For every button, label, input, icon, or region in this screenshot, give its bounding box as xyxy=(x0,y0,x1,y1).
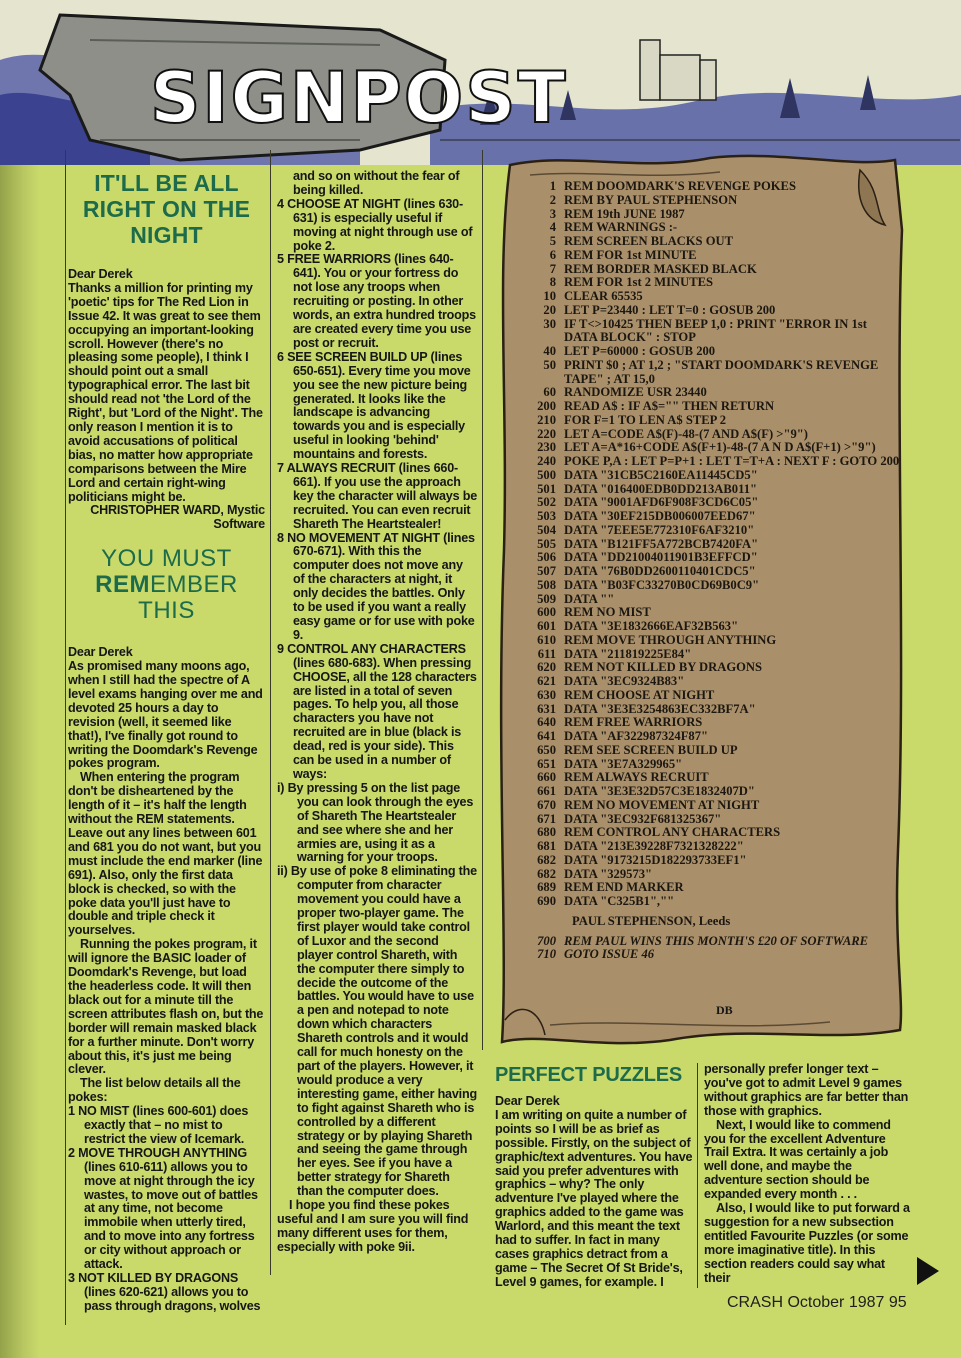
line-number: 2 xyxy=(549,192,556,207)
line-code: DATA "9001AFD6F908F3CD6C05" xyxy=(564,495,759,510)
listing-line xyxy=(520,565,900,579)
line-code: DATA "B03FC33270B0CD69B0C9" xyxy=(564,577,760,592)
line-code: REM DOOMDARK'S REVENGE POKES xyxy=(564,179,796,193)
line-number: 650 xyxy=(537,742,556,757)
listing-line xyxy=(520,648,900,662)
line-code: GOTO ISSUE 46 xyxy=(564,947,655,962)
letter-signature-company: Software xyxy=(213,517,265,532)
puzzles-column-two xyxy=(704,1063,910,1286)
line-code: DATA "3EC9324B83" xyxy=(564,674,685,688)
listing-line xyxy=(520,455,900,469)
line-number: 507 xyxy=(537,564,556,578)
line-number: 682 xyxy=(537,852,556,867)
listing-line xyxy=(520,620,900,634)
line-code: REM NO MOVEMENT AT NIGHT xyxy=(564,797,760,812)
line-code: DATA "" xyxy=(564,591,615,606)
line-code: DATA "3E1832666EAF32B563" xyxy=(564,619,739,633)
letter-paragraph: When entering the program don't be disheartened by the length of it – it's half the length without the REM statements. Leave out any lines between 601 and 681 you do not want, but you must include the end marker (line 691). Also, only the first data block is checked, so with the poke data you'll just have to double and triple check it yourselves. xyxy=(68,770,263,938)
line-number: 210 xyxy=(537,412,556,427)
line-number: 621 xyxy=(537,674,556,688)
line-code: REM END MARKER xyxy=(564,880,684,895)
letter-paragraph: As promised many moons ago, when I still had the spectre of A level exams hanging over me and devoted 25 hours a day to revision (well, it seemed like that!), I've finally got round to writing the Doomdark's Revenge pokes program. xyxy=(68,659,263,771)
line-number: 681 xyxy=(537,839,556,853)
line-code: DATA "3EC932F681325367" xyxy=(564,811,722,826)
line-number: 506 xyxy=(537,550,556,565)
column-rule xyxy=(482,150,483,1050)
headline-rem: REM xyxy=(95,571,150,599)
column-rule xyxy=(697,1063,698,1288)
line-code: LET A=A*16+CODE A$(F+1)-48-(7 A N D A$(F+1) >"9") xyxy=(564,440,876,455)
line-code: REM ALWAYS RECRUIT xyxy=(564,770,709,785)
headline-rest: EMBER THIS xyxy=(138,571,238,625)
line-number: 641 xyxy=(537,729,556,743)
line-number: 661 xyxy=(537,784,556,798)
line-code: POKE P,A : LET P=P+1 : LET T=T+A : NEXT F : GOTO 200 xyxy=(564,454,900,468)
line-code: DATA "3E7A329965" xyxy=(564,756,683,771)
line-number: 671 xyxy=(537,811,556,826)
banner-illustration xyxy=(0,0,961,165)
line-number: 640 xyxy=(537,715,556,730)
listing-line xyxy=(520,840,900,854)
listing-line xyxy=(520,524,900,538)
line-code: REM BORDER MASKED BLACK xyxy=(564,261,757,276)
listing-line xyxy=(520,414,900,428)
line-code: DATA "3E3E32D57C3E1832407D" xyxy=(564,784,755,798)
line-code: LET P=60000 : GOSUB 200 xyxy=(564,344,716,358)
poke-item: 4 CHOOSE AT NIGHT (lines 630-631) is especially useful if moving at night through use of poke 2. xyxy=(277,196,473,253)
line-number: 5 xyxy=(549,234,556,248)
line-number: 631 xyxy=(537,701,556,716)
listing-line xyxy=(520,881,900,895)
poke-item: 5 FREE WARRIORS (lines 640-641). You or your fortress do not lose any troops when recruiting or posting. In other words, an extra hundred troops are created every time you use post or recruit. xyxy=(277,252,476,350)
listing-line xyxy=(520,208,900,222)
line-number: 700 xyxy=(537,933,556,948)
poke-item: 6 SEE SCREEN BUILD UP (lines 650-651). Every time you move you see the new picture being generated. It looks like the landscape is advancing towards you and is especially useful in looking 'behind' mountains and forests. xyxy=(277,349,471,462)
line-number: 660 xyxy=(537,770,556,785)
line-number: 630 xyxy=(537,687,556,702)
line-code: PRINT $0 ; AT 1,2 ; "START DOOMDARK'S REVENGE TAPE" ; AT 15,0 xyxy=(564,357,879,386)
line-number: 710 xyxy=(537,947,556,962)
listing-line xyxy=(520,194,900,208)
line-code: REM 19th JUNE 1987 xyxy=(564,206,685,221)
line-code: DATA "7EEE5E772310F6AF3210" xyxy=(564,522,755,537)
listing-line xyxy=(520,606,900,620)
line-code: REM FOR 1st MINUTE xyxy=(564,247,697,262)
headline-line: IT'LL BE ALL xyxy=(94,170,239,196)
line-number: 10 xyxy=(543,289,556,303)
headline-remember-this xyxy=(68,546,265,624)
column-rule xyxy=(65,150,66,1325)
headline-perfect-puzzles: PERFECT PUZZLES xyxy=(495,1064,683,1086)
basic-listing xyxy=(520,180,900,962)
line-code: REM SCREEN BLACKS OUT xyxy=(564,234,733,248)
listing-line xyxy=(520,634,900,648)
banner-title: SIGNPOST xyxy=(150,57,568,139)
listing-line xyxy=(520,948,900,962)
listing-line xyxy=(520,868,900,882)
line-number: 1 xyxy=(549,179,556,193)
poke-subitem: ii) By use of poke 8 eliminating the computer from character movement you could have a proper two-player game. The first player would take control of Luxor and the second player control Shareth, with the computer there simply to decide the outcome of the battles. You would have to use a pen and notepad to note down which characters Shareth controls and it would call for much honesty on the part of the players. However, it would produce a very interesting game, either having to fight against Shareth who is controlled by a different strategy or by playing Shareth and seeing the game through her eyes. See if you have a better strategy for Shareth than the computer does. xyxy=(277,864,477,1199)
poke-item: 2 MOVE THROUGH ANYTHING (lines 610-611) allows you to move at night through the icy wastes, to move out of battles at any time, not become immobile when utterly tired, and to move into any fortress or city without approach or attack. xyxy=(68,1145,258,1272)
line-number: 680 xyxy=(537,825,556,840)
line-code: REM NOT KILLED BY DRAGONS xyxy=(564,660,763,675)
line-number: 620 xyxy=(537,660,556,675)
line-code: DATA "C325B1","" xyxy=(564,894,675,908)
line-number: 611 xyxy=(537,646,556,661)
listing-tail xyxy=(520,935,900,963)
line-code: FOR F=1 TO LEN A$ STEP 2 xyxy=(564,412,727,427)
listing-line xyxy=(520,318,900,346)
listing-line xyxy=(520,400,900,414)
line-number: 500 xyxy=(537,467,556,482)
line-code: REM BY PAUL STEPHENSON xyxy=(564,192,738,207)
line-code: DATA "016400EDB0DD213AB011" xyxy=(564,481,757,496)
line-number: 240 xyxy=(537,454,556,468)
line-code: DATA "76B0DD2600110401CDC5" xyxy=(564,564,756,578)
line-number: 670 xyxy=(537,797,556,812)
line-number: 601 xyxy=(537,619,556,633)
column-rule xyxy=(270,150,271,1275)
listing-line xyxy=(520,551,900,565)
listing-line xyxy=(520,441,900,455)
line-code: REM FREE WARRIORS xyxy=(564,715,703,730)
puzzles-column-one xyxy=(495,1063,693,1290)
line-code: REM NO MIST xyxy=(564,605,651,620)
poke-item: 7 ALWAYS RECRUIT (lines 660-661). If you use the approach key the character will always be recruited. You can even recruit Shareth The Heartstealer! xyxy=(277,461,478,531)
line-number: 690 xyxy=(537,894,556,908)
headline-right-on-the-night xyxy=(68,170,265,248)
signpost-banner xyxy=(0,0,961,165)
line-number: 503 xyxy=(537,509,556,523)
poke-item: 1 NO MIST (lines 600-601) does exactly that – no mist to restrict the view of Icemark. xyxy=(68,1104,249,1146)
line-code: LET P=23440 : LET T=0 : GOSUB 200 xyxy=(564,302,776,317)
listing-line xyxy=(520,813,900,827)
letter-paragraph: The list below details all the pokes: xyxy=(68,1076,241,1105)
listing-line xyxy=(520,935,900,949)
line-code: REM CONTROL ANY CHARACTERS xyxy=(564,825,781,840)
line-number: 30 xyxy=(543,316,556,331)
line-number: 4 xyxy=(549,220,556,235)
letter-paragraph: I am writing on quite a number of points so I will be as brief as possible. Firstly, on the subject of graphic/text adventures. You have said you prefer adventures with graphics – why? The only adventure I've played where the graphics added to the game was Warlord, and this meant the text had to suffer. In fact in many cases graphics detract from a game – The Secret Of St Bride's, Level 9 games, for example. I xyxy=(495,1107,693,1289)
line-number: 509 xyxy=(537,591,556,606)
line-number: 40 xyxy=(543,344,556,358)
listing-line xyxy=(520,510,900,524)
listing-line xyxy=(520,483,900,497)
letter-greeting: Dear Derek xyxy=(495,1094,560,1108)
line-code: DATA "213E39228F7321328222" xyxy=(564,839,744,853)
listing-line xyxy=(520,579,900,593)
line-number: 3 xyxy=(549,206,556,221)
listing-line xyxy=(520,386,900,400)
headline-line: NIGHT xyxy=(130,222,203,248)
line-number: 682 xyxy=(537,866,556,881)
line-code: DATA "B121FF5A772BCB7420FA" xyxy=(564,536,759,551)
listing-line xyxy=(520,180,900,194)
line-number: 50 xyxy=(543,357,556,372)
listing-author: PAUL STEPHENSON, Leeds xyxy=(572,913,731,928)
letter-paragraph: Also, I would like to put forward a suggestion for a new subsection entitled Favourite Puzzles (or some more imaginative title). In this section readers could say what their xyxy=(704,1201,910,1285)
listing-line xyxy=(520,469,900,483)
line-code: DATA "211819225E84" xyxy=(564,646,692,661)
line-code: REM PAUL WINS THIS MONTH'S £20 OF SOFTWARE xyxy=(564,933,869,948)
listing-line xyxy=(520,593,900,607)
line-number: 8 xyxy=(549,275,556,290)
line-code: REM SEE SCREEN BUILD UP xyxy=(564,742,738,757)
listing-line xyxy=(520,249,900,263)
letter-greeting: Dear Derek xyxy=(68,645,133,660)
line-number: 200 xyxy=(537,399,556,413)
listing-line xyxy=(520,496,900,510)
line-number: 60 xyxy=(543,385,556,400)
line-code: RANDOMIZE USR 23440 xyxy=(564,385,707,400)
line-code: DATA "31CB5C2160EA11445CD5" xyxy=(564,467,758,482)
editor-initials: DB xyxy=(716,1003,733,1017)
line-number: 6 xyxy=(549,247,556,262)
listing-line xyxy=(520,730,900,744)
line-number: 600 xyxy=(537,605,556,620)
listing-line xyxy=(520,661,900,675)
line-code: DATA "30EF215DB006007EED67" xyxy=(564,509,756,523)
headline-line: YOU MUST xyxy=(101,545,232,573)
poke-item: 9 CONTROL ANY CHARACTERS (lines 680-683). When pressing CHOOSE, all the 128 characters are listed in a total of seven pages. To help you, all those characters you have not recruited are in blue (black is dead, red is your side). This can be used in a number of ways: xyxy=(277,641,477,781)
headline-line: RIGHT ON THE xyxy=(82,196,251,222)
listing-line xyxy=(520,826,900,840)
listing-line xyxy=(520,221,900,235)
line-code: CLEAR 65535 xyxy=(564,289,643,303)
line-number: 508 xyxy=(537,577,556,592)
poke-item-continued: and so on without the fear of being killed. xyxy=(293,169,460,197)
listing-line xyxy=(520,854,900,868)
listing-line xyxy=(520,716,900,730)
letter-paragraph: Running the pokes program, it will ignore the BASIC loader of Doomdark's Revenge, but load the headerless code. It will then black out for a minute till the screen attributes flash on, but the border will remain masked black for a further minute. Don't worry about this, it's just me being clever. xyxy=(68,937,264,1077)
listing-line xyxy=(520,290,900,304)
listing-line xyxy=(520,276,900,290)
listing-line xyxy=(520,345,900,359)
letter-closing: I hope you find these pokes useful and I am sure you will find many different uses for them, especially with poke 9ii. xyxy=(277,1198,469,1254)
letter-paragraph: Next, I would like to commend you for the excellent Adventure Trail Extra. It was certainly a job well done, and maybe the adventure section should be expanded every month . . . xyxy=(704,1117,891,1202)
line-code: IF T<>10425 THEN BEEP 1,0 : PRINT "ERROR IN 1st DATA BLOCK" : STOP xyxy=(564,316,867,345)
continue-arrow-icon xyxy=(917,1257,939,1285)
line-number: 20 xyxy=(543,302,556,317)
poke-subitem: i) By pressing 5 on the list page you can look through the eyes of Shareth The Heartstealer and see where she and her armies are, using it as a warning for your troops. xyxy=(277,780,474,865)
letter-signature: CHRISTOPHER WARD, Mystic xyxy=(90,503,265,518)
listing-line xyxy=(520,744,900,758)
line-number: 689 xyxy=(537,880,556,895)
poke-item: 8 NO MOVEMENT AT NIGHT (lines 670-671). With this the computer does not move any of the characters at night, it only decides the battles. Only to be used if you want a really easy game or for use with poke 9. xyxy=(277,530,475,642)
listing-line xyxy=(520,785,900,799)
listing-line xyxy=(520,428,900,442)
line-number: 230 xyxy=(537,440,556,455)
poke-item: 3 NOT KILLED BY DRAGONS (lines 620-621) allows you to pass through dragons, wolves xyxy=(68,1271,261,1313)
line-number: 502 xyxy=(537,495,556,510)
listing-line xyxy=(520,689,900,703)
line-number: 220 xyxy=(537,426,556,441)
line-code: REM CHOOSE AT NIGHT xyxy=(564,687,715,702)
line-code: LET A=CODE A$(F)-48-(7 AND A$(F) >"9") xyxy=(564,426,808,441)
line-number: 7 xyxy=(549,261,556,276)
line-code: DATA "9173215D182293733EF1" xyxy=(564,852,747,867)
letter-greeting: Dear Derek xyxy=(68,267,133,281)
headline-line xyxy=(68,572,265,624)
listing-line xyxy=(520,771,900,785)
line-code: DATA "3E3E3254863EC332BF7A" xyxy=(564,701,756,716)
line-number: 505 xyxy=(537,536,556,551)
page-gutter xyxy=(0,0,40,1358)
line-number: 651 xyxy=(537,756,556,771)
letter-paragraph: personally prefer longer text – you've got to admit Level 9 games without graphics are far better than those with graphics. xyxy=(704,1062,909,1118)
listing-line xyxy=(520,538,900,552)
line-code: DATA "DD21004011901B3EFFCD" xyxy=(564,550,758,565)
line-code: REM FOR 1st 2 MINUTES xyxy=(564,275,714,290)
listing-line xyxy=(520,359,900,387)
column-two xyxy=(277,170,477,1255)
listing-line xyxy=(520,703,900,717)
line-number: 501 xyxy=(537,481,556,496)
line-code: REM MOVE THROUGH ANYTHING xyxy=(564,632,777,647)
line-number: 610 xyxy=(537,632,556,647)
line-code: DATA "AF322987324F87" xyxy=(564,729,708,743)
listing-line xyxy=(520,304,900,318)
line-code: REM WARNINGS :- xyxy=(564,220,678,235)
listing-lines xyxy=(520,180,900,909)
letter-body: Thanks a million for printing my 'poetic' tips for The Red Lion in Issue 42. It was great to see them occupying an important-looking scroll. However (there's no pleasing some people), I think I should point out a small typographical error. The last bit should read not 'the Lord of the Right', but 'Lord of the Night'. The only reason I mention it is to avoid accusations of political bias, no matter how appropriate comparisons between the Mire Lord and certain right-wing politicians might be. xyxy=(68,280,263,504)
listing-line xyxy=(520,263,900,277)
listing-line xyxy=(520,235,900,249)
listing-line xyxy=(520,799,900,813)
line-number: 504 xyxy=(537,522,556,537)
listing-line xyxy=(520,895,900,909)
listing-line xyxy=(520,758,900,772)
line-code: DATA "329573" xyxy=(564,866,653,881)
line-code: READ A$ : IF A$="" THEN RETURN xyxy=(564,399,775,413)
listing-line xyxy=(520,675,900,689)
page-footer: CRASH October 1987 95 xyxy=(727,1294,907,1311)
column-one xyxy=(68,170,265,1314)
